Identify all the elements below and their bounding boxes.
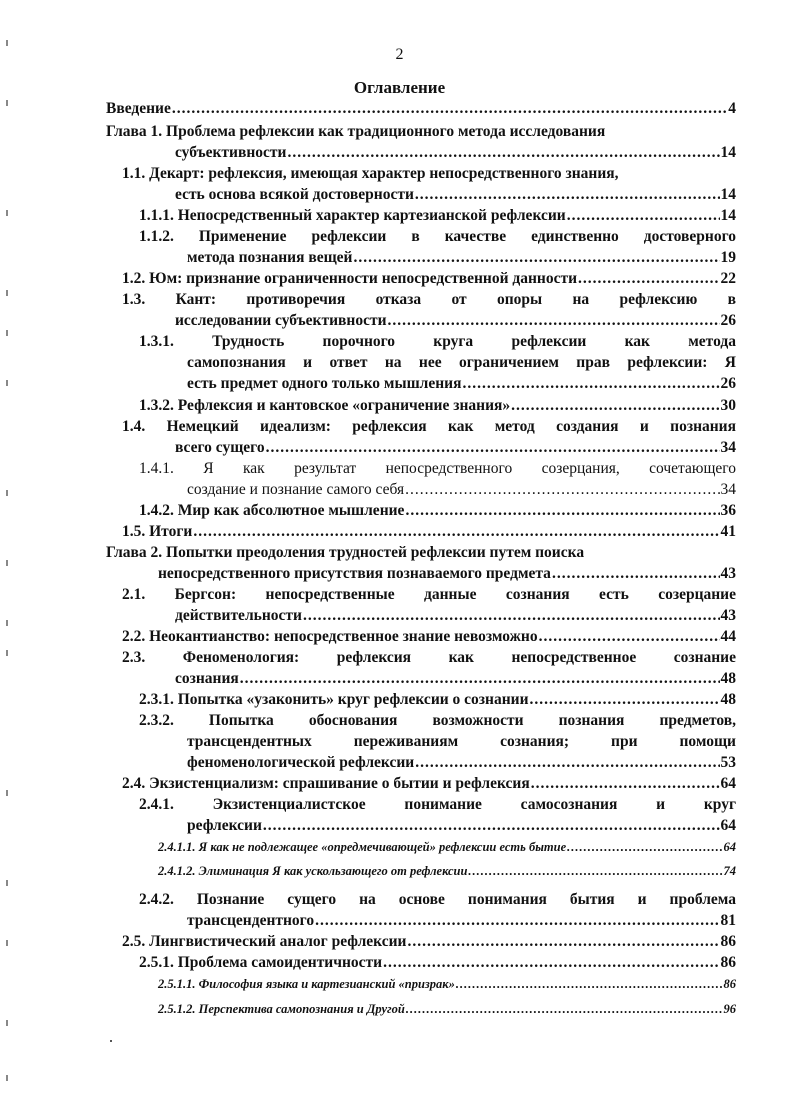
page-number: 2 [395, 46, 404, 63]
toc-section-1-4-1-title: 1.4.1. Я как результат непосредственного созерцания, сочетающего [139, 460, 736, 477]
toc-section-1-1-continued: есть основа всякой достоверности ..... 14 [175, 185, 736, 204]
toc-section-2-1-continued: действительности ..... 43 [175, 606, 736, 625]
toc-section-2-3-2-continued: феноменологической рефлексии ..... 53 [187, 753, 736, 772]
toc-section-2-4: 2.4. Экзистенциализм: спрашивание о бытии и рефлексия ..... 64 [122, 774, 736, 793]
toc-section-1-3-1-continued: есть предмет одного только мышления ..... 26 [187, 374, 736, 393]
toc-section-1-4-continued: всего сущего ..... 34 [175, 438, 736, 457]
toc-section-2-3-continued: сознания ..... 48 [175, 669, 736, 688]
toc-entry-text: Введение [106, 100, 171, 117]
toc-chapter-1-title: Глава 1. Проблема рефлексии как традиционного метода исследования [106, 123, 606, 140]
toc-section-1-3-1-line2: самопознания и ответ на нее ограничением прав рефлексии: Я [187, 354, 736, 371]
toc-section-2-4-2-title: 2.4.2. Познание сущего на основе понимания бытия и проблема [139, 891, 736, 908]
scan-mark [110, 1040, 112, 1042]
toc-section-1-1-2-continued: метода познания вещей ..... 19 [187, 248, 736, 267]
toc-section-1-3-continued: исследовании субъективности ..... 26 [175, 311, 736, 330]
toc-section-2-3-title: 2.3. Феноменология: рефлексия как непосредственное сознание [122, 649, 736, 666]
toc-section-2-4-1-title: 2.4.1. Экзистенциалистское понимание самосознания и круг [139, 796, 736, 813]
toc-section-1-4-2: 1.4.2. Мир как абсолютное мышление ..... 36 [139, 501, 736, 520]
toc-section-2-4-1-1: 2.4.1.1. Я как не подлежащее «опредмечивающей» рефлексии есть бытие ..... 64 [158, 839, 736, 855]
toc-section-1-4-1-continued: создание и познание самого себя ..... 34 [187, 480, 736, 499]
toc-section-2-2: 2.2. Неокантианство: непосредственное знание невозможно ..... 44 [122, 627, 736, 646]
toc-chapter-2-continued: непосредственного присутствия познаваемого предмета ..... 43 [158, 564, 736, 583]
toc-chapter-1-continued: субъективности ..... 14 [175, 143, 736, 162]
toc-leader-dots [172, 99, 727, 118]
toc-entry-intro [106, 99, 736, 118]
toc-section-1-1-2-title: 1.1.2. Применение рефлексии в качестве единственно достоверного [139, 228, 736, 245]
toc-section-2-4-2-continued: трансцендентного ..... 81 [187, 911, 736, 930]
toc-chapter-2-title: Глава 2. Попытки преодоления трудностей рефлексии путем поиска [106, 544, 585, 561]
toc-section-1-5: 1.5. Итоги ..... 41 [122, 522, 736, 541]
toc-section-2-5: 2.5. Лингвистический аналог рефлексии ..... 86 [122, 932, 736, 951]
toc-section-1-3-title: 1.3. Кант: противоречия отказа от опоры на рефлексию в [122, 291, 736, 308]
toc-entry-page: 4 [728, 100, 736, 117]
toc-section-1-3-2: 1.3.2. Рефлексия и кантовское «ограничение знания» ..... 30 [139, 396, 736, 415]
toc-section-2-1-title: 2.1. Бергсон: непосредственные данные сознания есть созерцание [122, 586, 736, 603]
page-title: Оглавление [353, 78, 446, 97]
toc-section-2-5-1-2: 2.5.1.2. Перспектива самопознания и Другой ..... 96 [158, 1001, 736, 1017]
toc-section-2-3-2-title: 2.3.2. Попытка обоснования возможности познания предметов, [139, 712, 736, 729]
toc-section-2-5-1: 2.5.1. Проблема самоидентичности ..... 86 [139, 953, 736, 972]
toc-section-2-4-1-continued: рефлексии ..... 64 [187, 816, 736, 835]
scan-edge-artifacts [6, 0, 16, 1094]
toc-section-1-2: 1.2. Юм: признание ограниченности непосредственной данности ..... 22 [122, 269, 736, 288]
toc-section-2-5-1-1: 2.5.1.1. Философия языка и картезианский «призрак» ..... 86 [158, 976, 736, 992]
toc-section-1-3-1-title: 1.3.1. Трудность порочного круга рефлексии как метода [139, 333, 736, 350]
toc-section-2-3-2-line2: трансцендентных переживаниям сознания; при помощи [187, 733, 736, 750]
toc-section-1-1-1: 1.1.1. Непосредственный характер картезианской рефлексии ..... 14 [139, 206, 736, 225]
toc-section-2-3-1: 2.3.1. Попытка «узаконить» круг рефлексии о сознании ..... 48 [139, 690, 736, 709]
toc-section-1-4-title: 1.4. Немецкий идеализм: рефлексия как метод создания и познания [122, 418, 736, 435]
toc-section-1-1-title: 1.1. Декарт: рефлексия, имеющая характер непосредственного знания, [122, 165, 619, 182]
toc-section-2-4-1-2: 2.4.1.2. Элиминация Я как ускользающего от рефлексии ..... 74 [158, 863, 736, 879]
